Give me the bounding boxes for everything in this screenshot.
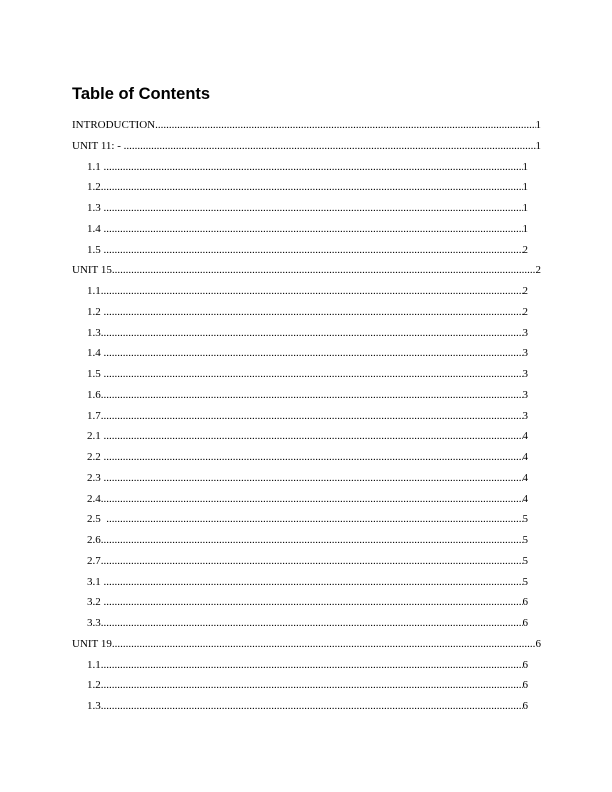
toc-page-number: 6 (522, 679, 528, 692)
toc-subentry[interactable] (87, 426, 528, 447)
toc-subentry[interactable] (87, 530, 528, 551)
toc-page-number: 5 (522, 554, 528, 567)
toc-dot-leader (101, 675, 523, 696)
toc-subentry[interactable] (87, 177, 528, 198)
toc-entry-label: INTRODUCTION (72, 119, 156, 131)
toc-entry-label: 1.1 (87, 160, 104, 173)
toc-dot-leader (104, 157, 523, 178)
toc-page-number: 3 (522, 326, 528, 339)
toc-entry-label: 2.7 (87, 554, 101, 567)
toc-page-number: 3 (522, 347, 528, 360)
toc-page-number: 5 (522, 575, 528, 588)
toc-dot-leader (104, 447, 523, 468)
toc-dot-leader (101, 613, 523, 634)
toc-dot-leader (104, 240, 523, 261)
toc-entry-label: 1.6 (87, 388, 101, 401)
toc-dot-leader (155, 115, 535, 136)
toc-unit-entry[interactable] (72, 136, 541, 157)
toc-dot-leader (101, 489, 523, 510)
toc-dot-leader (104, 198, 523, 219)
toc-page-number: 2 (522, 243, 528, 256)
toc-subentry[interactable] (87, 240, 528, 261)
toc-entry-label: UNIT 11: - (72, 139, 124, 152)
toc-dot-leader (104, 343, 523, 364)
toc-subentry[interactable] (87, 696, 528, 717)
toc-entry-label: 1.3 (87, 202, 104, 214)
toc-page-number: 1 (522, 181, 528, 194)
toc-entry-label: 1.1 (87, 285, 101, 297)
toc-subentry[interactable] (87, 509, 528, 530)
toc-subentry[interactable] (87, 572, 528, 593)
toc-subentry[interactable] (87, 655, 528, 676)
toc-page-number: 6 (522, 617, 528, 629)
toc-page-number: 6 (522, 596, 528, 609)
toc-dot-leader (104, 302, 523, 323)
toc-dot-leader (101, 406, 523, 427)
toc-dot-leader (112, 260, 536, 281)
toc-subentry[interactable] (87, 385, 528, 406)
toc-page-number: 1 (535, 119, 541, 131)
toc-subentry[interactable] (87, 675, 528, 696)
toc-subentry[interactable] (87, 592, 528, 613)
toc-subentry[interactable] (87, 302, 528, 323)
toc-page-number: 1 (522, 160, 528, 173)
toc-entry-label: UNIT 19 (72, 637, 112, 650)
toc-entry-label: 1.4 (87, 222, 104, 235)
toc-subentry[interactable] (87, 323, 528, 344)
toc-dot-leader (104, 426, 523, 447)
toc-entry-label: 2.1 (87, 430, 104, 443)
toc-dot-leader (106, 509, 522, 530)
toc-entry-label: 1.2 (87, 679, 101, 692)
toc-page-number: 4 (522, 451, 528, 463)
toc-page-number: 3 (522, 368, 528, 380)
toc-subentry[interactable] (87, 489, 528, 510)
toc-entry-label: 2.3 (87, 471, 104, 484)
toc-entry-label: 1.5 (87, 368, 104, 380)
document-page (72, 84, 542, 717)
toc-entry-label: UNIT 15 (72, 264, 112, 277)
toc-subentry[interactable] (87, 406, 528, 427)
toc-unit-entry[interactable] (72, 634, 541, 655)
toc-dot-leader (104, 572, 523, 593)
toc-title: Table of Contents (72, 85, 211, 103)
toc-entry-label: 2.2 (87, 451, 104, 463)
toc-dot-leader (104, 468, 523, 489)
toc-dot-leader (101, 177, 523, 198)
toc-subentry[interactable] (87, 613, 528, 634)
toc-page-number: 6 (522, 658, 528, 671)
toc-entry-label: 3.1 (87, 575, 104, 588)
toc-dot-leader (104, 364, 523, 385)
toc-page-number: 5 (522, 534, 528, 546)
toc-entry-label: 1.3 (87, 326, 101, 339)
toc-page-number: 3 (522, 409, 528, 422)
toc-page-number: 6 (522, 700, 528, 712)
toc-page-number: 3 (522, 388, 528, 401)
toc-page-number: 4 (522, 430, 528, 443)
toc-page-number: 1 (522, 202, 528, 214)
toc-entry-label: 2.6 (87, 534, 101, 546)
toc-subentry[interactable] (87, 157, 528, 178)
toc-dot-leader (101, 551, 523, 572)
toc-unit-entry[interactable] (72, 115, 541, 136)
toc-entry-label: 1.3 (87, 700, 101, 712)
toc-page-number: 4 (522, 492, 528, 505)
toc-entry-label: 1.2 (87, 305, 104, 318)
toc-subentry[interactable] (87, 551, 528, 572)
toc-page-number: 2 (522, 285, 528, 297)
toc-dot-leader (112, 634, 536, 655)
toc-dot-leader (101, 323, 523, 344)
toc-entry-label: 1.7 (87, 409, 101, 422)
toc-entry-label: 1.5 (87, 243, 104, 256)
toc-entry-label: 1.2 (87, 181, 101, 194)
toc-dot-leader (124, 136, 536, 157)
toc-page-number: 4 (522, 471, 528, 484)
toc-dot-leader (101, 385, 523, 406)
toc-dot-leader (101, 655, 523, 676)
toc-entry-label: 1.4 (87, 347, 104, 360)
toc-dot-leader (101, 696, 523, 717)
toc-subentry[interactable] (87, 468, 528, 489)
toc-unit-entry[interactable] (72, 260, 541, 281)
toc-entry-label: 3.2 (87, 596, 104, 609)
toc-list (72, 115, 542, 717)
toc-subentry[interactable] (87, 219, 528, 240)
toc-dot-leader (104, 219, 523, 240)
toc-entry-label: 3.3 (87, 617, 101, 629)
toc-dot-leader (104, 592, 523, 613)
toc-subentry[interactable] (87, 281, 528, 302)
toc-subentry[interactable] (87, 447, 528, 468)
toc-entry-label: 1.1 (87, 658, 101, 671)
toc-page-number: 2 (522, 305, 528, 318)
toc-dot-leader (101, 281, 523, 302)
toc-page-number: 1 (535, 139, 541, 152)
toc-page-number: 6 (535, 637, 541, 650)
toc-page-number: 1 (522, 222, 528, 235)
toc-entry-label: 2.5 (87, 513, 107, 526)
toc-dot-leader (101, 530, 523, 551)
toc-page-number: 2 (535, 264, 541, 277)
toc-subentry[interactable] (87, 343, 528, 364)
toc-subentry[interactable] (87, 364, 528, 385)
toc-page-number: 5 (522, 513, 528, 526)
toc-subentry[interactable] (87, 198, 528, 219)
toc-entry-label: 2.4 (87, 492, 101, 505)
